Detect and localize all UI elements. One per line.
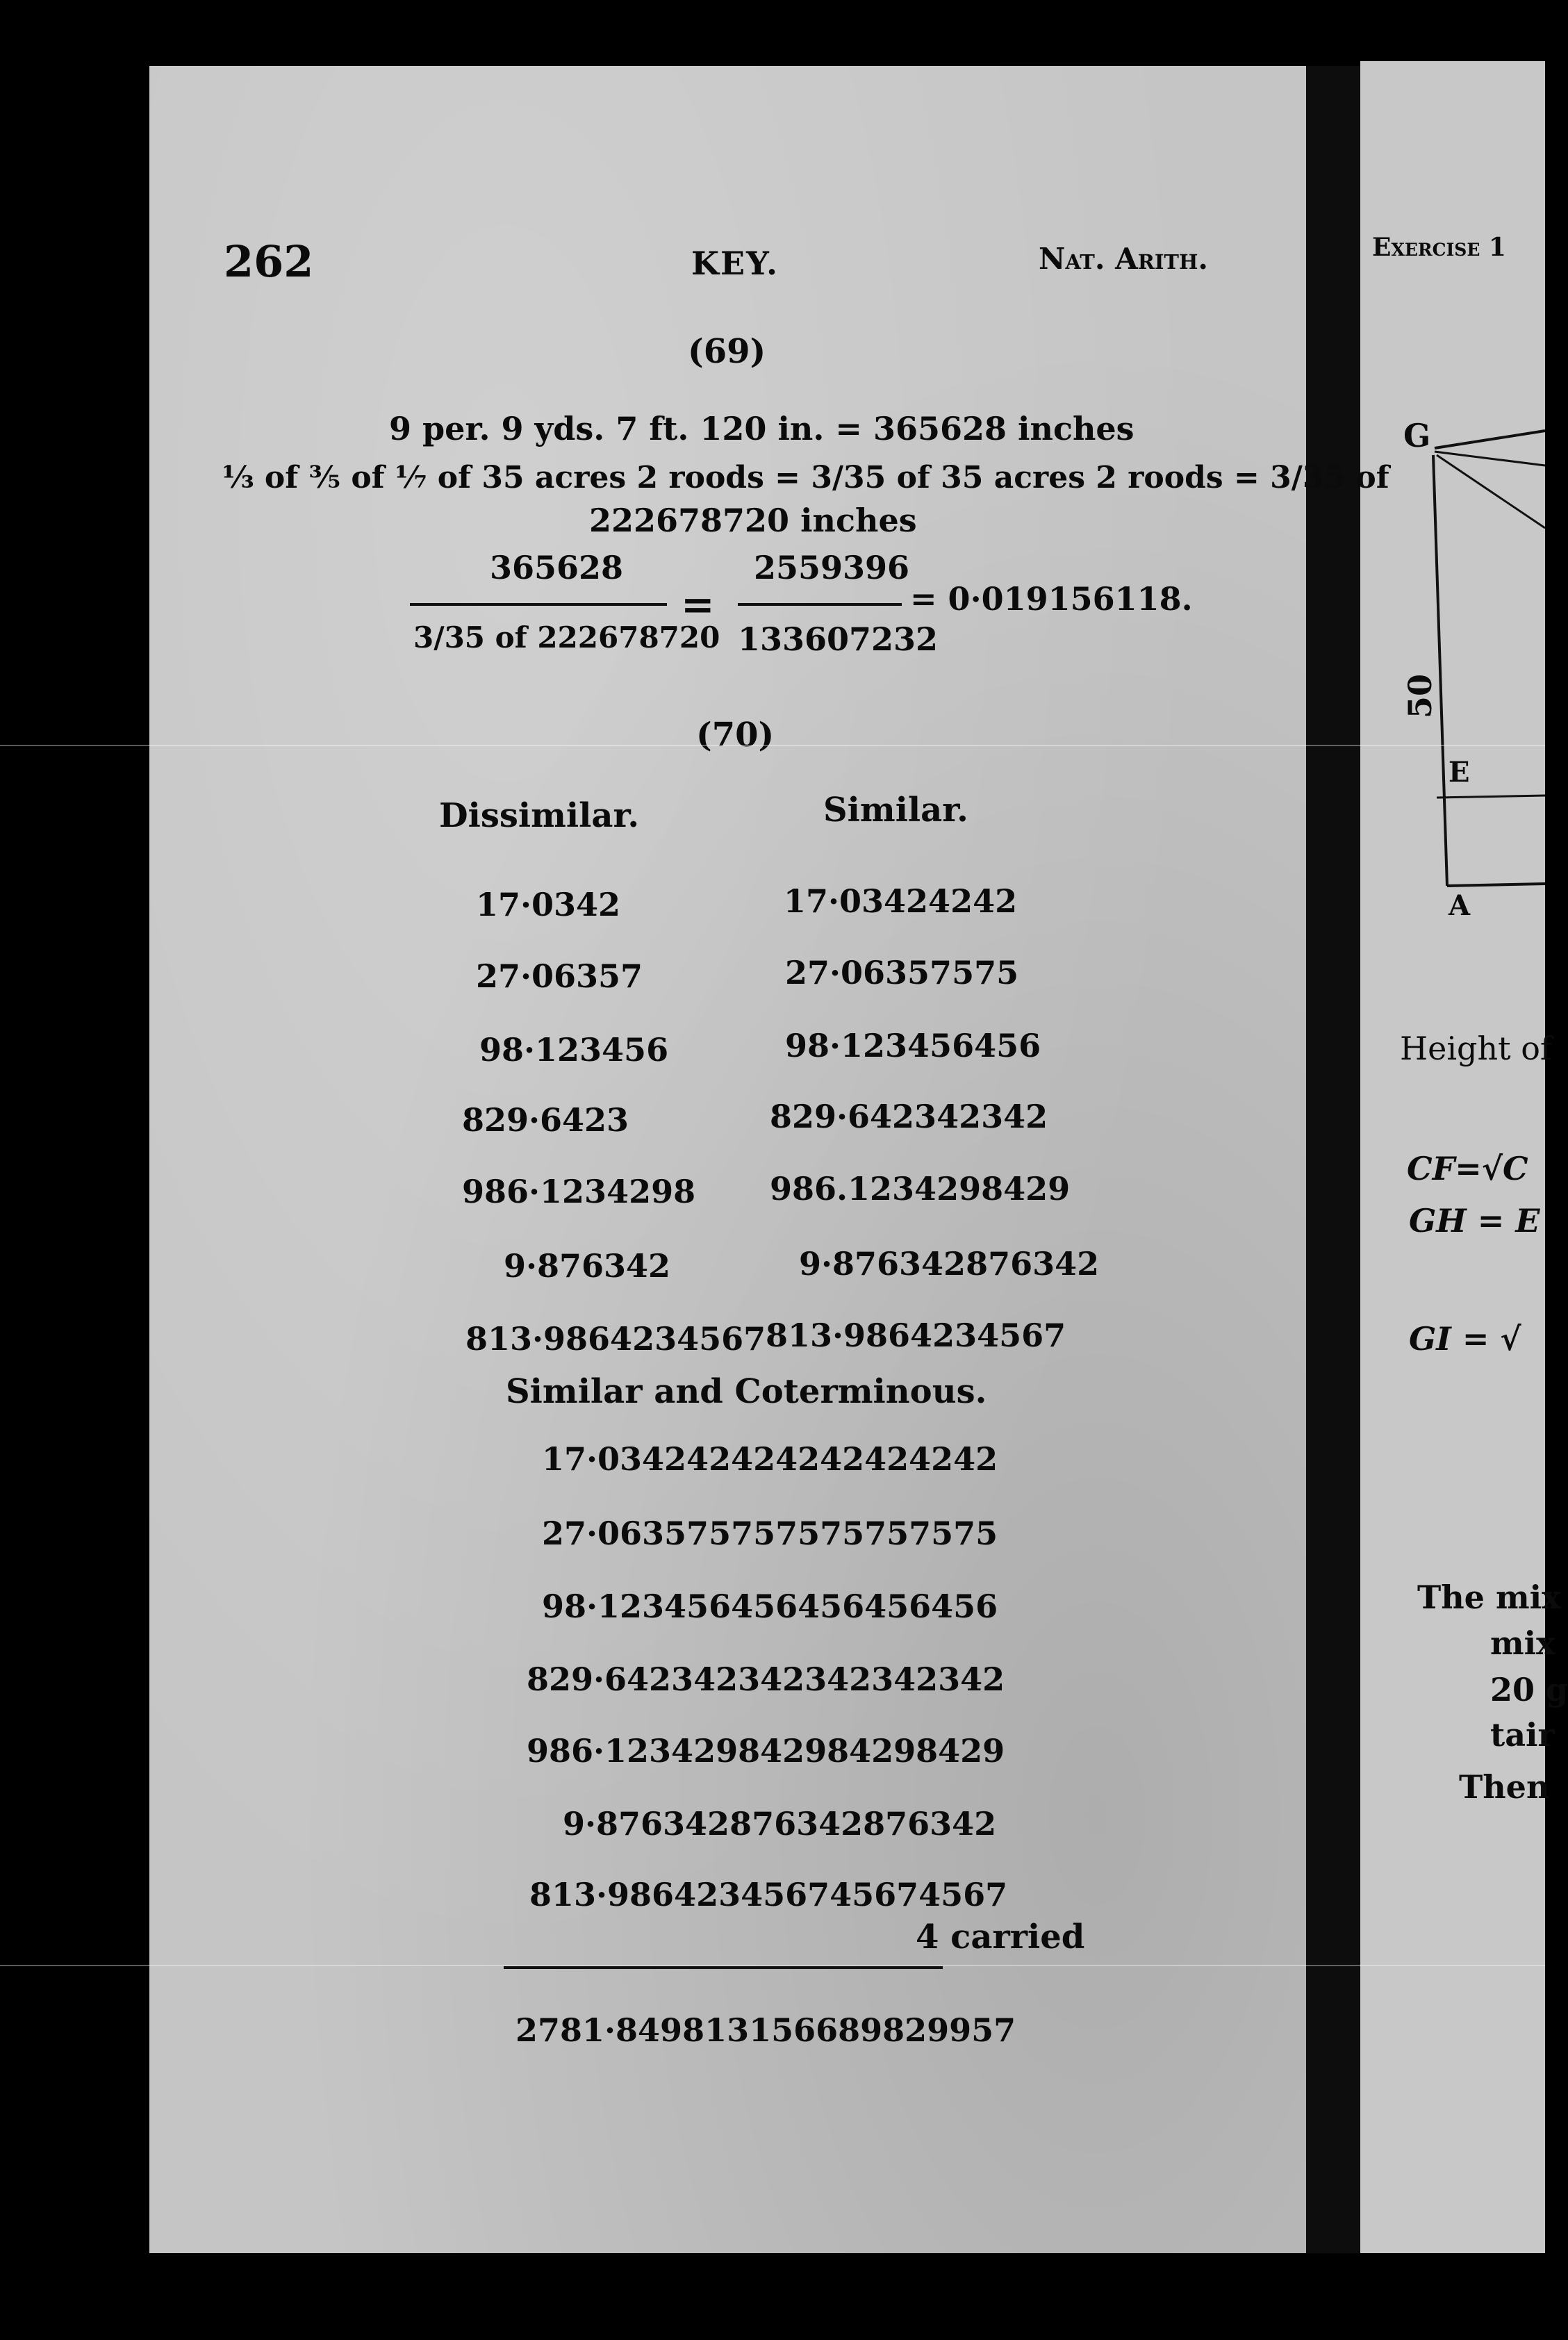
left-page — [149, 66, 1334, 2253]
equation-cf: CF=√C — [1407, 1150, 1528, 1187]
coterminous-title: Similar and Coterminous. — [506, 1372, 987, 1411]
mix-line-1: The mix — [1417, 1579, 1561, 1616]
sum-rule — [504, 1966, 943, 1969]
height-text: Height of — [1400, 1030, 1552, 1067]
coterminous-row: 27·063575757575757575 — [542, 1515, 998, 1552]
similar-title: Similar. — [823, 791, 968, 830]
similar-row: 17·03424242 — [784, 882, 1018, 920]
equation-gh: GH = E — [1409, 1202, 1540, 1239]
carried-note: 4 carried — [916, 1918, 1085, 1956]
similar-row: 813·9864234567 — [766, 1317, 1066, 1354]
similar-row: 829·642342342 — [770, 1098, 1048, 1135]
equation-gi: GI = √ — [1409, 1320, 1521, 1358]
scan-artifact-line — [0, 1965, 1545, 1966]
section-69-result: = 0·019156118. — [910, 580, 1193, 618]
mix-line-4: tair — [1490, 1716, 1555, 1754]
label-A: A — [1449, 889, 1471, 922]
mix-line-3: 20 g — [1490, 1671, 1568, 1708]
similar-row: 9·876342876342 — [799, 1245, 1100, 1283]
fraction-2-denominator: 133607232 — [738, 620, 939, 658]
dissimilar-title: Dissimilar. — [439, 796, 640, 835]
right-page-diagram — [1360, 389, 1545, 917]
dissimilar-row: 9·876342 — [504, 1247, 671, 1285]
book-gutter — [1306, 66, 1360, 2253]
fraction-2-bar — [738, 603, 902, 606]
label-50: 50 — [1401, 673, 1439, 719]
page-number: 262 — [224, 236, 314, 287]
dissimilar-row: 98·123456 — [479, 1031, 669, 1069]
coterminous-row: 986·123429842984298429 — [527, 1732, 1005, 1770]
coterminous-row: 813·986423456745674567 — [529, 1876, 1008, 1913]
dissimilar-row: 17·0342 — [476, 886, 621, 923]
coterminous-row: 9·876342876342876342 — [563, 1805, 997, 1843]
section-70-number: (70) — [696, 716, 775, 755]
similar-row: 27·06357575 — [785, 954, 1019, 991]
sum-total: 2781·849813156689829957 — [515, 2011, 1016, 2049]
label-G: G — [1403, 417, 1431, 454]
page-title: KEY. — [691, 245, 779, 282]
coterminous-row: 829·642342342342342342 — [527, 1661, 1005, 1698]
fraction-1-numerator: 365628 — [490, 549, 624, 586]
dissimilar-row: 986·1234298 — [462, 1173, 696, 1210]
dissimilar-row: 829·6423 — [462, 1101, 629, 1139]
coterminous-row: 17·034242424242424242 — [542, 1440, 998, 1478]
fraction-2-numerator: 2559396 — [754, 549, 910, 586]
fraction-1-bar — [410, 603, 667, 606]
similar-row: 986.1234298429 — [770, 1170, 1071, 1208]
fraction-1-denominator: 3/35 of 222678720 — [413, 620, 720, 654]
similar-row: 98·123456456 — [785, 1027, 1041, 1064]
dissimilar-row: 27·06357 — [476, 957, 643, 995]
dissimilar-row: 813·9864234567 — [465, 1320, 766, 1358]
section-69-number: (69) — [688, 332, 766, 371]
section-69-line1: 9 per. 9 yds. 7 ft. 120 in. = 365628 inches — [389, 410, 1134, 447]
equals-sign: = — [681, 581, 715, 628]
then-text: Then — [1459, 1768, 1550, 1806]
section-69-line3: 222678720 inches — [589, 502, 917, 539]
running-head: Nat. Arith. — [1039, 242, 1208, 276]
right-running-head: Exercise 1 — [1372, 233, 1506, 262]
label-E: E — [1449, 756, 1470, 789]
mix-line-2: mix — [1490, 1624, 1555, 1662]
coterminous-row: 98·123456456456456456 — [542, 1588, 998, 1625]
section-69-line2: ⅓ of ⅗ of ⅐ of 35 acres 2 roods = 3/35 of 35 acres 2 roods = 3/35 of — [222, 460, 1389, 495]
scan-artifact-line — [0, 745, 1545, 746]
